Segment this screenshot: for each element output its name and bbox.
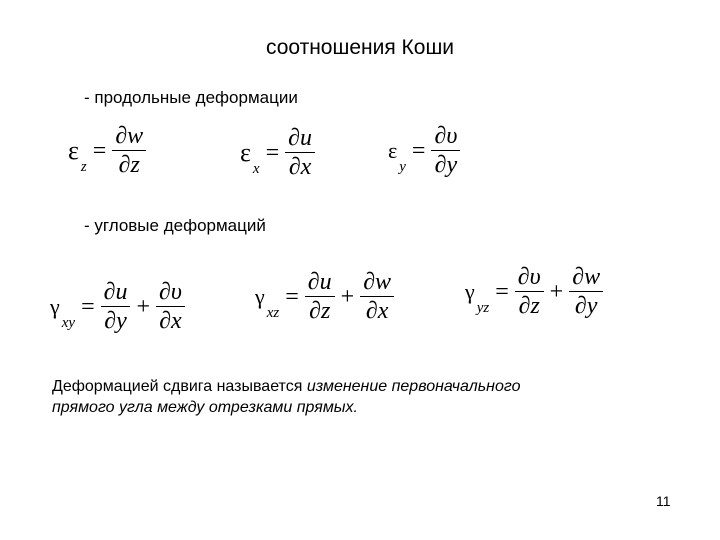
subscript-y: y (399, 159, 406, 176)
numerator: ∂u (305, 270, 335, 297)
equals-sign: = (285, 283, 299, 310)
fraction-du-dy (101, 280, 131, 334)
denominator: ∂y (434, 152, 458, 179)
numerator: ∂υ (515, 265, 544, 292)
angular-deformations-heading: - угловые деформаций (84, 216, 266, 235)
fraction-du-dx (285, 126, 315, 180)
numerator: ∂u (101, 280, 131, 307)
definition-italic-line1: изменение первоначального (306, 378, 521, 395)
subscript-xz: xz (266, 305, 280, 322)
numerator: ∂w (360, 270, 394, 297)
denominator: ∂y (104, 308, 127, 335)
gamma-symbol: γ (255, 284, 265, 310)
denominator: ∂z (309, 298, 331, 325)
fraction-dw-dx (360, 270, 394, 324)
equals-sign: = (265, 139, 280, 166)
fraction-dv-dz (515, 265, 544, 319)
formula-gamma-xy (50, 280, 185, 334)
formula-epsilon-y (388, 124, 460, 178)
fraction-dv-dy (431, 124, 460, 178)
subscript-x: x (252, 161, 260, 178)
fraction-du-dz (305, 270, 335, 324)
equals-sign: = (495, 278, 509, 305)
shear-deformation-definition (52, 376, 672, 418)
numerator: ∂w (569, 265, 603, 292)
denominator: ∂y (574, 293, 598, 320)
denominator: ∂z (118, 152, 140, 179)
equals-sign: = (81, 293, 95, 320)
subscript-xy: xy (61, 315, 76, 332)
fraction-dv-dx (156, 280, 185, 334)
formula-gamma-xz (255, 270, 394, 324)
subscript-z: z (80, 159, 87, 176)
equals-sign: = (92, 137, 107, 164)
denominator: ∂z (518, 293, 540, 320)
gamma-symbol: γ (465, 279, 475, 305)
denominator: ∂x (288, 154, 312, 181)
formula-epsilon-z (68, 124, 146, 178)
numerator: ∂υ (431, 124, 460, 151)
epsilon-symbol: ε (68, 136, 79, 166)
subscript-yz: yz (476, 300, 490, 317)
gamma-symbol: γ (50, 294, 60, 320)
denominator: ∂x (365, 298, 389, 325)
denominator: ∂x (159, 308, 182, 335)
epsilon-symbol: ε (388, 138, 398, 164)
formula-epsilon-x (240, 126, 315, 180)
page-number: 11 (656, 493, 671, 509)
epsilon-symbol: ε (240, 138, 251, 168)
definition-italic-line2: прямого угла между отрезками прямых. (52, 399, 358, 416)
definition-text: Деформацией сдвига называется (52, 378, 307, 395)
fraction-dw-dz (112, 124, 146, 178)
plus-sign: + (549, 278, 564, 305)
numerator: ∂w (112, 124, 146, 151)
slide-title: соотношения Коши (265, 36, 455, 59)
numerator: ∂υ (156, 280, 185, 307)
longitudinal-deformations-heading: - продольные деформации (84, 88, 298, 107)
fraction-dw-dy (569, 265, 603, 319)
plus-sign: + (340, 283, 355, 310)
plus-sign: + (136, 293, 151, 320)
numerator: ∂u (285, 126, 315, 153)
formula-gamma-yz (465, 265, 603, 319)
equals-sign: = (411, 137, 426, 164)
